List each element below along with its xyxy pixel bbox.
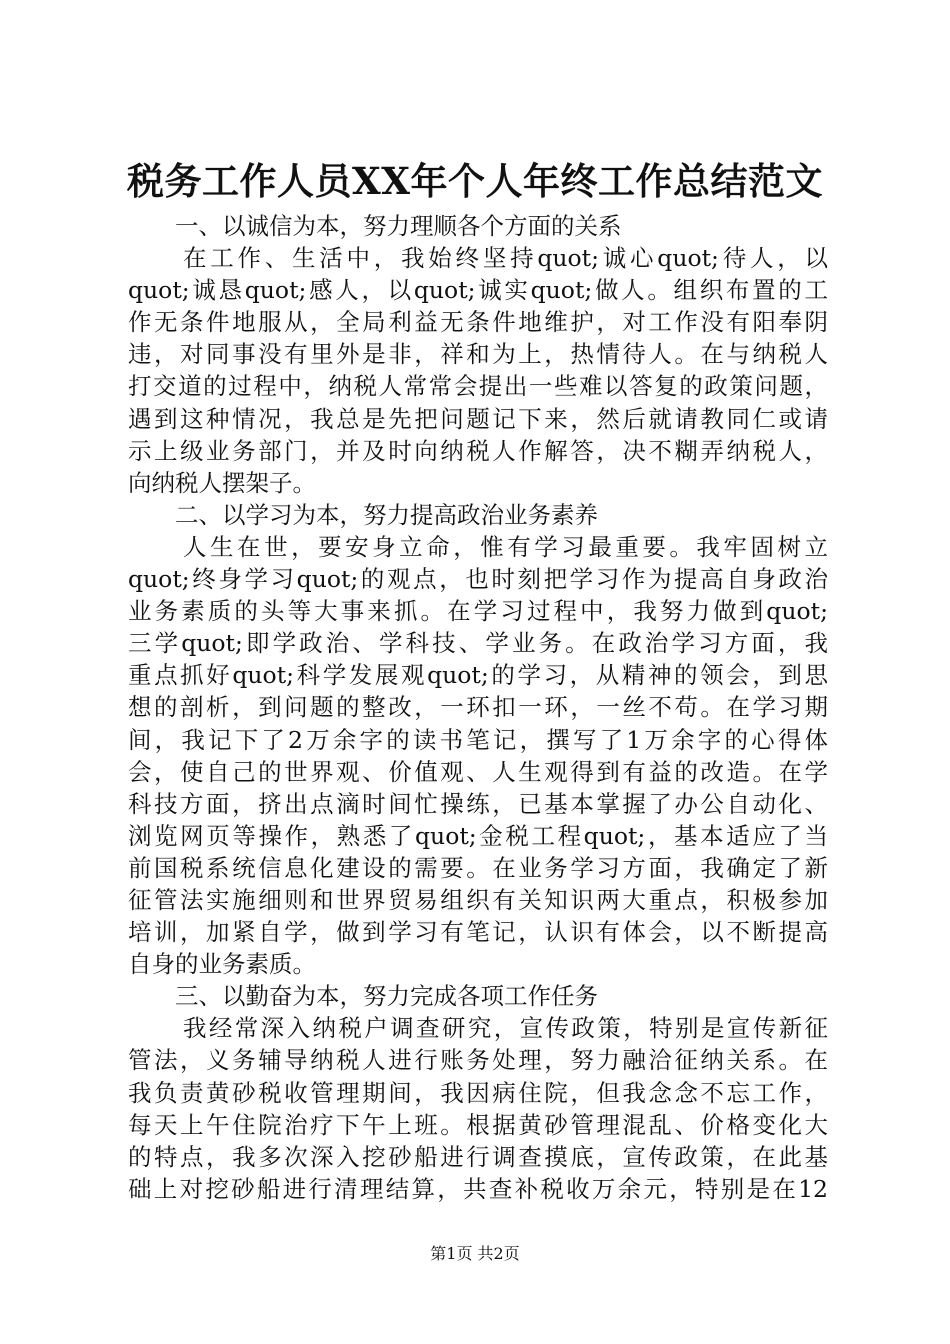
paragraph-line: 打交道的过程中，纳税人常常会提出一些难以答复的政策问题， [128, 372, 828, 401]
section-heading: 三、以勤奋为本，努力完成各项工作任务 [175, 982, 598, 1011]
paragraph-line: 人生在世，要安身立命，惟有学习最重要。我牢固树立 [183, 532, 828, 561]
paragraph-line: 遇到这种情况，我总是先把问题记下来，然后就请教同仁或请 [128, 404, 828, 433]
section-heading: 二、以学习为本，努力提高政治业务素养 [175, 500, 598, 529]
paragraph-line: 管法，义务辅导纳税人进行账务处理，努力融洽征纳关系。在 [128, 1046, 828, 1075]
paragraph-line: 自身的业务素质。 [128, 950, 316, 979]
section-heading: 一、以诚信为本，努力理顺各个方面的关系 [175, 212, 622, 240]
paragraph-line: 间，我记下了2万余字的读书笔记，撰写了1万余字的心得体 [128, 725, 828, 754]
paragraph-line: 在工作、生活中，我始终坚持quot;诚心quot;待人，以 [183, 244, 828, 273]
paragraph-line: 重点抓好quot;科学发展观quot;的学习，从精神的领会，到思 [128, 661, 828, 690]
paragraph-line: 三学quot;即学政治、学科技、学业务。在政治学习方面，我 [128, 629, 828, 658]
paragraph-line: 想的剖析，到问题的整改，一环扣一环，一丝不苟。在学习期 [128, 693, 828, 722]
paragraph-line: 培训，加紧自学，做到学习有笔记，认识有体会，以不断提高 [128, 918, 828, 947]
paragraph-line: quot;诚恳quot;感人，以quot;诚实quot;做人。组织布置的工 [128, 276, 828, 305]
paragraph-line: 的特点，我多次深入挖砂船进行调查摸底，宣传政策，在此基 [128, 1142, 828, 1171]
paragraph-line: 向纳税人摆架子。 [128, 468, 316, 497]
paragraph-line: 础上对挖砂船进行清理结算，共查补税收万余元，特别是在12 [128, 1174, 828, 1203]
paragraph-line: 科技方面，挤出点滴时间忙操练，已基本掌握了办公自动化、 [128, 789, 828, 818]
paragraph-line: 违，对同事没有里外是非，祥和为上，热情待人。在与纳税人 [128, 340, 828, 369]
paragraph-line: 我经常深入纳税户调查研究，宣传政策，特别是宣传新征 [183, 1014, 828, 1043]
paragraph-line: 前国税系统信息化建设的需要。在业务学习方面，我确定了新 [128, 853, 828, 882]
paragraph-line: 会，使自己的世界观、价值观、人生观得到有益的改造。在学 [128, 757, 828, 786]
paragraph-line: 征管法实施细则和世界贸易组织有关知识两大重点，积极参加 [128, 885, 828, 914]
paragraph-line: 作无条件地服从，全局利益无条件地维护，对工作没有阳奉阴 [128, 308, 828, 337]
page-number: 第1页 共2页 [430, 1244, 520, 1263]
paragraph-line: 我负责黄砂税收管理期间，我因病住院，但我念念不忘工作， [128, 1078, 828, 1107]
document-body [128, 210, 828, 1205]
document-title: 税务工作人员XX年个人年终工作总结范文 [127, 159, 823, 203]
paragraph-line: 浏览网页等操作，熟悉了quot;金税工程quot;，基本适应了当 [128, 821, 828, 850]
paragraph-line: 每天上午住院治疗下午上班。根据黄砂管理混乱、价格变化大 [128, 1110, 828, 1139]
paragraph-line: 示上级业务部门，并及时向纳税人作解答，决不糊弄纳税人， [128, 436, 828, 465]
paragraph-line: 业务素质的头等大事来抓。在学习过程中，我努力做到quot; [128, 597, 828, 626]
paragraph-line: quot;终身学习quot;的观点，也时刻把学习作为提高自身政治 [128, 565, 828, 594]
